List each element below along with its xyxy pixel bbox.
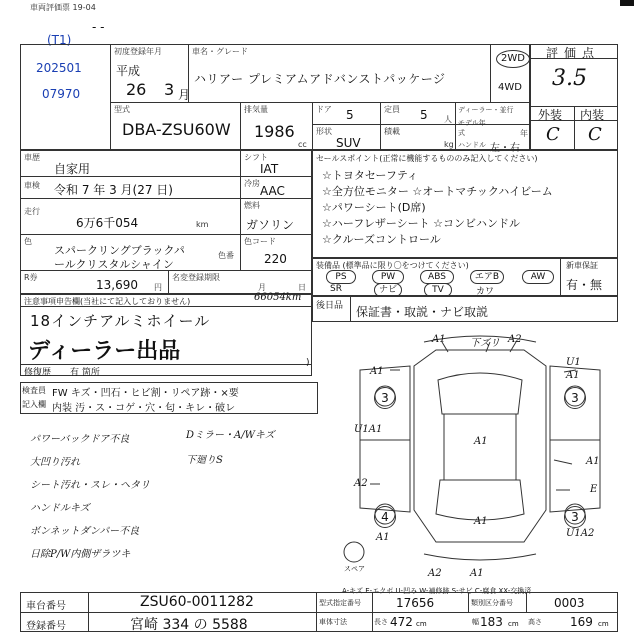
stock-line1: (T1) — [47, 33, 72, 47]
expire-month: 月 — [258, 283, 266, 292]
plate-label: 登録番号 — [26, 621, 66, 632]
tag-a2-bottom: A2 — [428, 568, 442, 579]
load-label: 積載 — [384, 127, 400, 136]
expire-day: 日 — [298, 283, 306, 292]
year-unit: 年 — [520, 129, 528, 138]
name-label: 車名・グレード — [192, 47, 248, 56]
fuel-label: 燃料 — [244, 201, 260, 210]
use-value: 自家用 — [54, 162, 91, 176]
tag-a1-bottom2: A1 — [470, 568, 484, 579]
handle-label: ハンドル — [458, 141, 486, 149]
cap-value: 5 — [420, 108, 428, 122]
shift-value: IAT — [260, 162, 279, 176]
shift-label: シフト — [244, 153, 268, 162]
warranty-value: 有・無 — [566, 278, 603, 292]
dealer-label: ディーラー・並行 — [458, 106, 514, 114]
hw-note-8: 下廻りS — [186, 455, 223, 466]
chassis-label: 車台番号 — [26, 601, 66, 612]
tag-a1-right2: A1 — [586, 456, 600, 467]
model-year-label: モデル年式 — [458, 119, 486, 137]
int-label: 内装 — [580, 108, 605, 122]
recycle-value: 13,690 — [96, 278, 138, 292]
stock-line3: 07970 — [42, 87, 81, 101]
model-label: 型式 — [114, 105, 130, 114]
height-value: 169 — [570, 615, 593, 629]
hw-note-3: シート汚れ・スレ・ヘタリ — [30, 480, 150, 491]
year-value: 26 — [126, 80, 147, 99]
drive-2wd: 2WD — [496, 50, 530, 68]
sales-point-2: ☆全方位モニター ☆オートマチックハイビーム — [322, 185, 553, 198]
grade-label: 評価点 — [546, 46, 601, 60]
disp-value: 1986 — [254, 122, 295, 141]
equip-navi: ナビ — [374, 283, 402, 297]
tag-a1-left1: A1 — [370, 366, 384, 377]
hw-note-7: Dミラー・A/Wキズ — [186, 430, 275, 441]
tag-a1-top: A1 — [432, 334, 446, 345]
color-code-value: 220 — [264, 252, 287, 266]
notes-line1: 18インチアルミホイール — [30, 312, 211, 330]
ring-3-left: 3 — [374, 387, 396, 409]
repair-value: 有 箇所 — [70, 368, 100, 378]
first-reg-label: 初度登録年月 — [114, 47, 162, 56]
mileage-value: 6万6千054 — [76, 216, 139, 230]
cap-unit: 人 — [444, 115, 452, 124]
grade-value: 3.5 — [552, 66, 587, 91]
tag-u1a2-br: U1A2 — [566, 528, 595, 539]
hw-note-5: ボンネットダンパー不良 — [30, 526, 140, 537]
size-label: 車体寸法 — [319, 618, 347, 626]
cap-label: 定員 — [384, 105, 400, 114]
tag-a1-bottom: A1 — [376, 532, 390, 543]
ac-value: AAC — [260, 184, 285, 198]
color-value-1: スパークリングブラックパ — [54, 244, 185, 257]
cat-label: 型式指定番号 — [319, 599, 361, 607]
tag-a1-center: A1 — [474, 436, 488, 447]
equip-airbag: エアB — [470, 270, 504, 284]
hand-mileage: 66054km — [254, 292, 302, 303]
car-name: ハリアー プレミアムアドバンストパッケージ — [194, 72, 446, 86]
inspect-value: 令和 7 年 3 月(27 日) — [54, 183, 173, 197]
height-label: 高さ — [528, 618, 542, 626]
month-value: 3 — [164, 80, 175, 99]
recycle-unit: 円 — [154, 283, 162, 292]
form-title: 車両評価票 19-04 — [30, 3, 96, 12]
month-unit: 月 — [178, 88, 191, 102]
model-value: DBA-ZSU60W — [122, 120, 231, 139]
equip-aw: AW — [522, 270, 554, 284]
height-unit: cm — [598, 620, 609, 628]
sales-point-3: ☆パワーシート(D席) — [322, 201, 426, 214]
drive-4wd: 4WD — [498, 82, 522, 93]
shape-label: 形状 — [316, 127, 332, 136]
tag-tzu: 下ズリ — [470, 338, 500, 349]
ext-label: 外装 — [538, 108, 563, 122]
width-label: 幅 — [472, 618, 479, 626]
equip-sr: SR — [330, 284, 342, 294]
legend-row1-label: 検査員 — [22, 386, 46, 395]
notes-paren: ) — [306, 358, 310, 368]
legend-bottom: A-キズ E-エクボ U-凹み W-補修跡 S-サビ C-腐食 XX-交換済 — [342, 587, 532, 595]
stock-line2: 202501 — [36, 61, 82, 75]
tag-u1: U1 — [566, 357, 581, 368]
len-label: 長さ — [374, 618, 388, 626]
color-value-2: ールクリスタルシャイン — [54, 258, 174, 271]
ring-4-left: 4 — [374, 506, 396, 528]
mileage-unit: km — [196, 220, 209, 229]
after-value: 保証書・取説・ナビ取説 — [356, 305, 489, 319]
ac-label: 冷房 — [244, 179, 260, 188]
spare-label: スペア — [344, 565, 365, 573]
equip-ps: PS — [326, 270, 356, 284]
tag-u1a1-left: U1A1 — [354, 424, 383, 435]
era-value: 平成 — [116, 64, 141, 78]
sales-point-1: ☆トヨタセーフティ — [322, 169, 418, 182]
tag-a2-top: A2 — [508, 334, 522, 345]
door-label: ドア — [316, 105, 332, 114]
expire-label: 名変登録期限 — [172, 273, 220, 282]
use-label: 車歴 — [24, 153, 40, 162]
color-label: 色 — [24, 237, 32, 246]
load-unit: kg — [444, 140, 454, 149]
color-code-hdr: 色コード — [244, 237, 276, 246]
equip-abs: ABS — [420, 270, 454, 284]
hw-note-1: パワーバックドア不良 — [30, 434, 130, 445]
new-car-label: 新車保証 — [566, 261, 598, 270]
repair-label: 修復歴 — [24, 368, 52, 378]
legend-row2-items: 内装 汚・ス・コゲ・穴・匂・キレ・破レ — [52, 403, 236, 414]
legend-row1-items: FW キズ・凹石・ヒビ割・リペア跡・×要 — [52, 388, 239, 399]
len-unit: cm — [416, 620, 427, 628]
header-dash: - - — [92, 20, 105, 34]
ring-3-right: 3 — [564, 387, 586, 409]
hw-note-4: ハンドルキズ — [30, 503, 90, 514]
inspect-label: 車検 — [24, 181, 40, 190]
hw-note-6: 日除P/W内側ザラツキ — [30, 549, 131, 560]
equip-leather: カワ — [476, 287, 495, 297]
plate-value: 宮崎 334 の 5588 — [130, 617, 248, 633]
mileage-label: 走行 — [24, 207, 40, 216]
color-code-label: 色番 — [218, 251, 234, 260]
dealer-stamp: ディーラー出品 — [28, 339, 181, 364]
class-value: 0003 — [554, 596, 585, 610]
after-label: 後日品 — [316, 301, 344, 311]
equipment-title: 装備品 (標準品に限り〇をつけてください) — [316, 261, 469, 270]
door-value: 5 — [346, 108, 354, 122]
sales-points-title: セールスポイント(正常に機能するもののみ記入してください) — [316, 154, 538, 163]
class-label: 類別区分番号 — [471, 599, 513, 607]
sales-point-4: ☆ハーフレザーシート ☆コンビハンドル — [322, 217, 521, 230]
disp-unit: cc — [298, 140, 307, 149]
legend-row2-label: 記入欄 — [22, 400, 46, 409]
chassis-value: ZSU60-0011282 — [140, 594, 254, 610]
handle-value: 左・右 — [490, 143, 520, 154]
equip-pw: PW — [372, 270, 404, 284]
corner-mark — [620, 0, 634, 6]
shape-value: SUV — [336, 136, 361, 150]
hw-note-2: 大凹り汚れ — [30, 457, 80, 468]
tag-a2-left: A2 — [354, 478, 368, 489]
cat-value: 17656 — [396, 596, 435, 610]
ring-3-bottom-right: 3 — [564, 506, 586, 528]
equip-tv: TV — [424, 283, 452, 297]
fuel-value: ガソリン — [246, 218, 295, 232]
len-value: 472 — [390, 615, 413, 629]
int-value: C — [588, 124, 602, 145]
tag-a1-right1: A1 — [566, 370, 580, 381]
tag-e: E — [590, 484, 598, 495]
width-unit: cm — [508, 620, 519, 628]
sales-point-5: ☆クルーズコントロール — [322, 233, 441, 246]
recycle-label: R券 — [24, 273, 38, 282]
ext-value: C — [546, 124, 560, 145]
width-value: 183 — [480, 615, 503, 629]
notes-title: 注意事項申告欄(当社にて記入しておりません) — [24, 297, 191, 306]
tag-a1-mid: A1 — [474, 516, 488, 527]
disp-label: 排気量 — [244, 105, 268, 114]
